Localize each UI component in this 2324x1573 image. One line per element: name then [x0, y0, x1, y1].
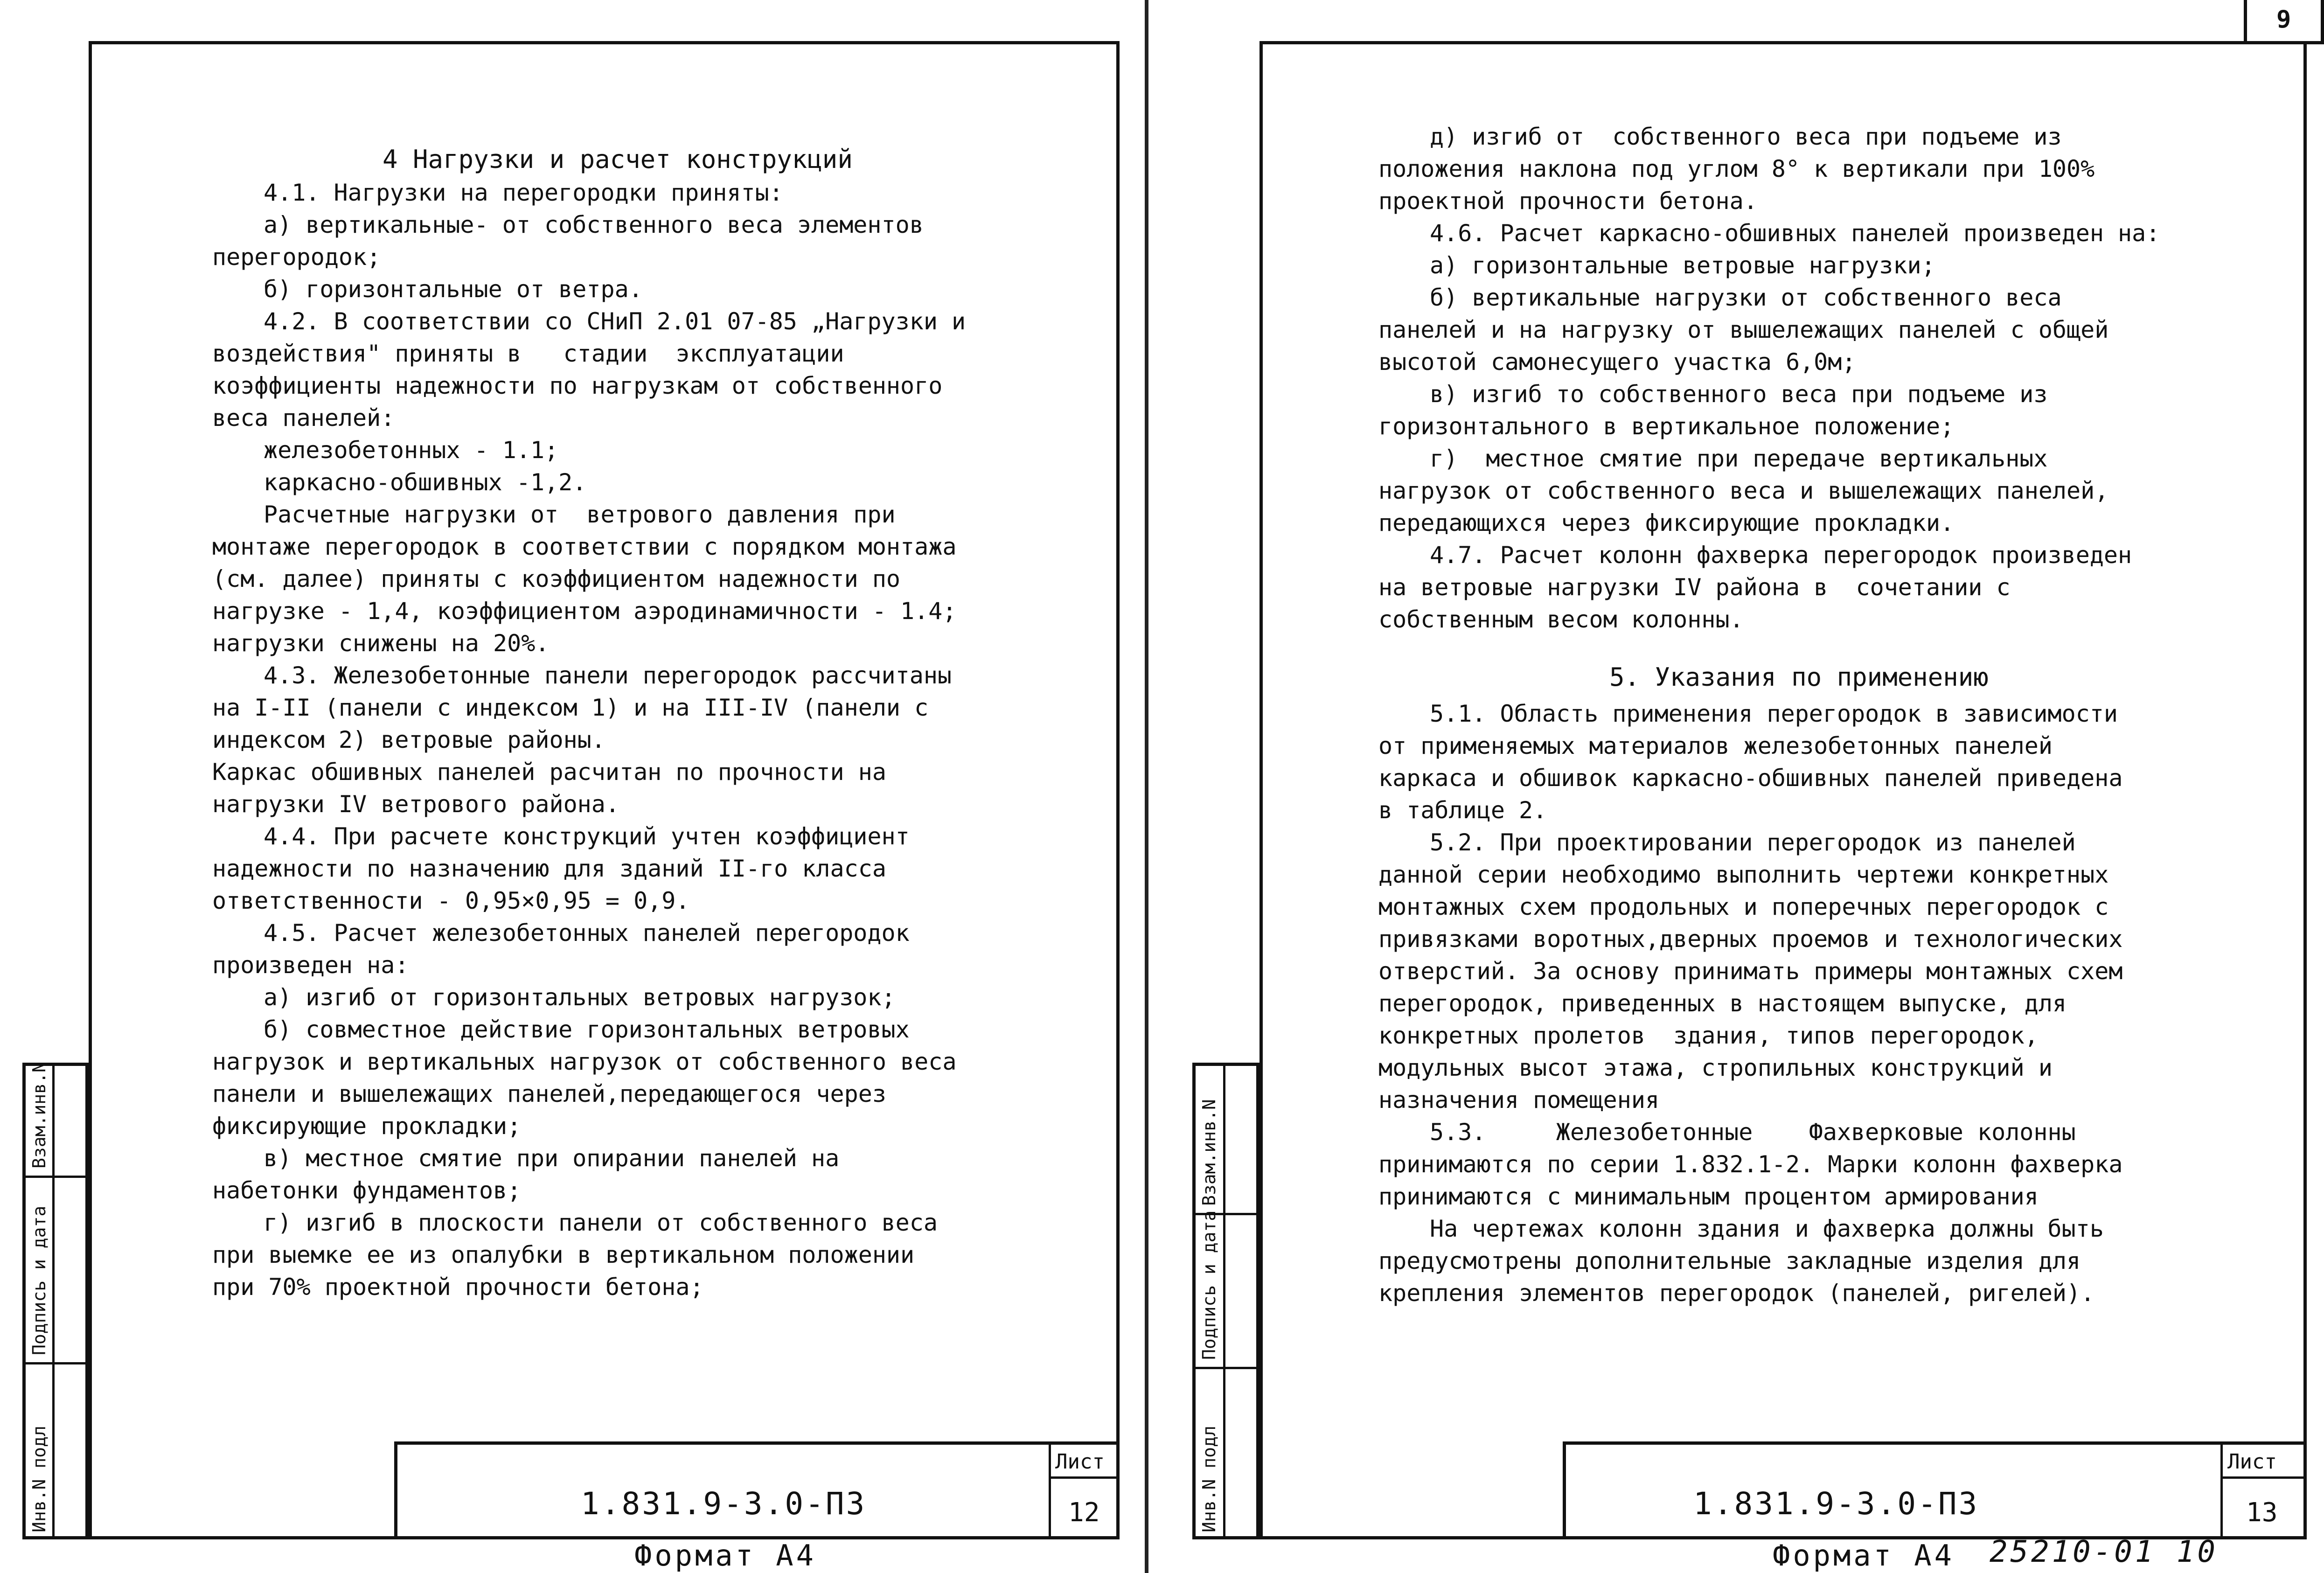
text-line: предусмотрены дополнительные закладные изделия для	[1378, 1247, 2081, 1274]
text-line: 4.5. Расчет железобетонных панелей перегородок	[264, 919, 910, 947]
text-line: монтажных схем продольных и поперечных перегородок с	[1378, 893, 2109, 920]
text-line: собственным весом колонны.	[1378, 606, 1744, 633]
right-format-label: Формат А4	[1773, 1538, 1955, 1573]
text-line: каркаса и обшивок каркасно-обшивных панелей приведена	[1378, 765, 2123, 792]
page-divider	[1145, 0, 1148, 1573]
text-line: принимаются с минимальным процентом армирования	[1378, 1183, 2039, 1210]
text-line: нагрузки IV ветрового района.	[212, 791, 619, 818]
text-line: набетонки фундаментов;	[212, 1177, 522, 1204]
text-line: 5.2. При проектировании перегородок из панелей	[1430, 829, 2076, 856]
right-section-heading: 5. Указания по применению	[1609, 662, 1989, 692]
left-margin-sep-2	[22, 1362, 89, 1364]
archive-number-handwritten: 25210-01 10	[1990, 1535, 2218, 1569]
text-line: д) изгиб от собственного веса при подъеме из	[1430, 123, 2062, 150]
text-line: положения наклона под углом 8° к вертикали при 100%	[1378, 155, 2095, 182]
text-line: 4.7. Расчет колонн фахверка перегородок произведен	[1430, 542, 2132, 569]
text-line: перегородок, приведенных в настоящем выпуске, для	[1378, 990, 2067, 1017]
right-margin-divider	[1223, 1063, 1225, 1539]
text-line: надежности по назначению для зданий II-го класса	[212, 855, 886, 882]
text-line: нагрузок и вертикальных нагрузок от собственного веса	[212, 1048, 957, 1075]
left-sheet-number: 12	[1068, 1497, 1100, 1528]
text-line: в) изгиб то собственного веса при подъеме из	[1430, 381, 2048, 408]
text-line: принимаются по серии 1.832.1-2. Марки колонн фахверка	[1378, 1151, 2123, 1178]
text-line: воздействия" приняты в стадии эксплуатации	[212, 340, 844, 367]
text-line: от применяемых материалов железобетонных панелей	[1378, 732, 2053, 759]
right-margin-sep-2	[1192, 1367, 1259, 1369]
text-line: нагрузке - 1,4, коэффициентом аэродинамичности - 1.4;	[212, 598, 957, 625]
left-title-block-hsep	[1049, 1476, 1120, 1479]
text-line: данной серии необходимо выполнить чертежи конкретных	[1378, 861, 2109, 888]
text-line: г) изгиб в плоскости панели от собственного веса	[264, 1209, 938, 1236]
right-sheet-number: 13	[2246, 1497, 2278, 1528]
text-line: в таблице 2.	[1378, 797, 1547, 824]
text-line: б) вертикальные нагрузки от собственного веса	[1430, 284, 2062, 311]
text-line: перегородок;	[212, 244, 381, 271]
left-sheet-label: Лист	[1055, 1450, 1105, 1474]
text-line: нагрузки снижены на 20%.	[212, 630, 550, 657]
text-line: при выемке ее из опалубки в вертикальном положении	[212, 1241, 915, 1268]
text-line: веса панелей:	[212, 404, 395, 432]
text-line: (см. далее) приняты с коэффициентом надежности по	[212, 565, 901, 592]
text-line: высотой самонесущего участка 6,0м;	[1378, 348, 1856, 376]
text-line: б) совместное действие горизонтальных ветровых	[264, 1016, 910, 1043]
text-line: индексом 2) ветровые районы.	[212, 726, 605, 753]
text-line: привязками воротных,дверных проемов и технологических	[1378, 926, 2123, 953]
right-title-block-hsep	[2220, 1476, 2307, 1479]
left-document-code: 1.831.9-3.0-ПЗ	[581, 1486, 867, 1522]
text-line: передающихся через фиксирующие прокладки.	[1378, 509, 1955, 536]
text-line: а) горизонтальные ветровые нагрузки;	[1430, 252, 1935, 279]
text-line: на ветровые нагрузки IV района в сочетании с	[1378, 574, 2011, 601]
sheet-number: 9	[2276, 6, 2291, 34]
text-line: 4.4. При расчете конструкций учтен коэффициент	[264, 823, 910, 850]
text-line: г) местное смятие при передаче вертикальных	[1430, 445, 2048, 472]
text-line: панелей и на нагрузку от вышележащих панелей с общей	[1378, 316, 2109, 343]
text-line: назначения помещения	[1378, 1086, 1660, 1114]
text-line: 5.1. Область применения перегородок в зависимости	[1430, 700, 2118, 727]
text-line: фиксирующие прокладки;	[212, 1113, 522, 1140]
left-margin-sep-1	[22, 1176, 89, 1178]
right-margin-vzam: Взам.инв.N	[1199, 1099, 1219, 1206]
text-line: 4.3. Железобетонные панели перегородок рассчитаны	[264, 662, 952, 689]
text-line: коэффициенты надежности по нагрузкам от собственного	[212, 372, 943, 399]
text-line: конкретных пролетов здания, типов перегородок,	[1378, 1022, 2039, 1049]
text-line: На чертежах колонн здания и фахверка должны быть	[1430, 1215, 2104, 1242]
text-line: 4.6. Расчет каркасно-обшивных панелей произведен на:	[1430, 220, 2160, 247]
text-line: горизонтального в вертикальное положение;	[1378, 413, 1955, 440]
text-line: 4.2. В соответствии со СНиП 2.01 07-85 „Нагрузки и	[264, 308, 966, 335]
text-line: проектной прочности бетона.	[1378, 188, 1758, 215]
left-margin-inv: Инв.N подл	[29, 1426, 49, 1532]
text-line: каркасно-обшивных -1,2.	[264, 469, 587, 496]
text-line: ответственности - 0,95×0,95 = 0,9.	[212, 887, 690, 914]
text-line: монтаже перегородок в соответствии с порядком монтажа	[212, 533, 957, 560]
right-margin-inv: Инв.N подл	[1199, 1426, 1219, 1532]
text-line: нагрузок от собственного веса и вышележащих панелей,	[1378, 477, 2109, 504]
text-line: панели и вышележащих панелей,передающегося через	[212, 1080, 886, 1107]
text-line: крепления элементов перегородок (панелей, ригелей).	[1378, 1280, 2095, 1307]
text-line: в) местное смятие при опирании панелей на	[264, 1145, 840, 1172]
left-margin-podpis: Подпись и дата	[29, 1205, 49, 1355]
left-format-label: Формат А4	[634, 1538, 816, 1573]
text-line: б) горизонтальные от ветра.	[264, 276, 643, 303]
text-line: 4.1. Нагрузки на перегородки приняты:	[264, 179, 783, 206]
right-title-block-divider	[2220, 1441, 2223, 1539]
text-line: Расчетные нагрузки от ветрового давления при	[264, 501, 896, 528]
text-line: железобетонных - 1.1;	[264, 437, 559, 464]
text-line: модульных высот этажа, стропильных конструкций и	[1378, 1054, 2053, 1081]
text-line: при 70% проектной прочности бетона;	[212, 1274, 704, 1301]
right-margin-podpis: Подпись и дата	[1199, 1210, 1219, 1360]
text-line: 5.3. Железобетонные Фахверковые колонны	[1430, 1119, 2076, 1146]
text-line: произведен на:	[212, 952, 409, 979]
text-line: отверстий. За основу принимать примеры монтажных схем	[1378, 958, 2123, 985]
left-margin-vzam: Взам.инв.N	[29, 1062, 49, 1169]
left-title-block-divider	[1049, 1441, 1051, 1539]
left-section-heading: 4 Нагрузки и расчет конструкций	[383, 145, 853, 174]
text-line: на I-II (панели с индексом 1) и на III-IV (панели с	[212, 694, 929, 721]
right-document-code: 1.831.9-3.0-ПЗ	[1693, 1486, 1979, 1522]
text-line: а) вертикальные- от собственного веса элементов	[264, 211, 924, 238]
right-sheet-label: Лист	[2227, 1450, 2277, 1474]
left-margin-divider	[52, 1063, 55, 1539]
text-line: а) изгиб от горизонтальных ветровых нагрузок;	[264, 984, 896, 1011]
text-line: Каркас обшивных панелей расчитан по прочности на	[212, 759, 886, 786]
